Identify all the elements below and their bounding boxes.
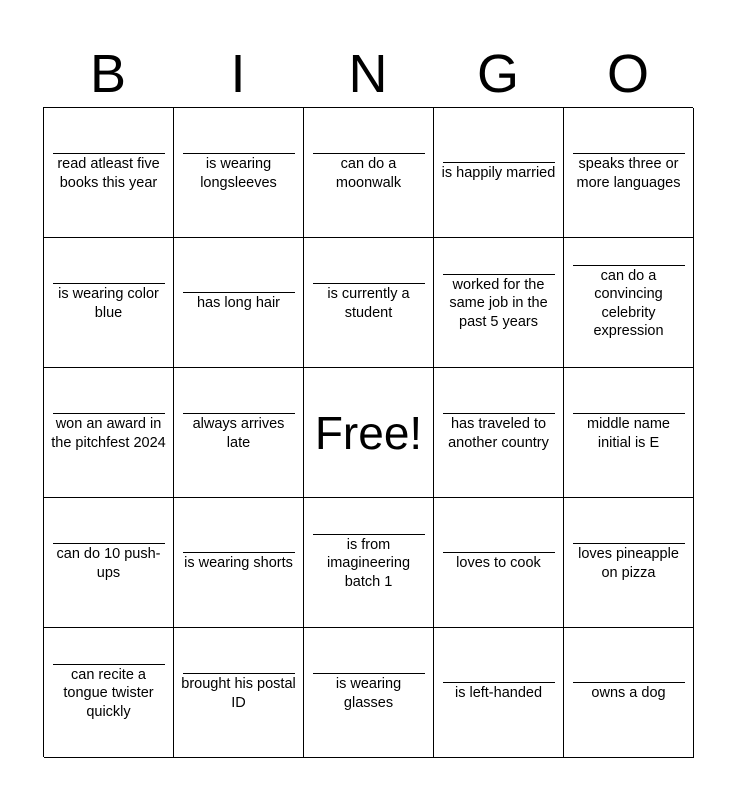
bingo-header (43, 42, 693, 106)
cell-text: won an award in the pitchfest 2024 (51, 416, 166, 451)
signature-line (573, 682, 685, 683)
bingo-cell[interactable] (44, 108, 174, 238)
cell-content (573, 543, 685, 582)
cell-text: can do 10 push-ups (56, 546, 161, 581)
signature-line (53, 664, 165, 665)
bingo-cell[interactable] (564, 628, 694, 758)
signature-line (573, 265, 685, 266)
cell-text: brought his postal ID (181, 676, 296, 711)
cell-text: is happily married (441, 165, 556, 182)
signature-line (443, 413, 555, 414)
cell-content (53, 283, 165, 322)
cell-content (443, 274, 555, 332)
header-letter-g: G (476, 44, 519, 104)
cell-content (53, 153, 165, 192)
cell-content (313, 283, 425, 322)
cell-text: read atleast five books this year (57, 156, 160, 191)
cell-content (53, 664, 165, 722)
signature-line (53, 413, 165, 414)
cell-text: owns a dog (591, 685, 666, 702)
signature-line (53, 283, 165, 284)
cell-text: is left-handed (454, 685, 543, 702)
bingo-cell[interactable] (434, 238, 564, 368)
bingo-cell[interactable] (564, 108, 694, 238)
cell-content (313, 534, 425, 592)
bingo-cell[interactable] (304, 238, 434, 368)
bingo-cell[interactable] (174, 238, 304, 368)
signature-line (53, 153, 165, 154)
cell-content (443, 552, 555, 573)
bingo-cell[interactable] (174, 108, 304, 238)
cell-content (573, 413, 685, 452)
cell-text: loves pineapple on pizza (578, 546, 679, 581)
signature-line (313, 153, 425, 154)
signature-line (573, 153, 685, 154)
cell-text: is from imagineering batch 1 (326, 536, 411, 590)
cell-text: is currently a student (327, 286, 410, 321)
bingo-cell[interactable] (44, 368, 174, 498)
cell-content (573, 265, 685, 341)
signature-line (183, 153, 295, 154)
cell-content (443, 162, 555, 183)
cell-content (443, 682, 555, 703)
signature-line (443, 552, 555, 553)
cell-text: loves to cook (456, 555, 541, 572)
header-letter-i: I (230, 44, 246, 104)
cell-content (183, 153, 295, 192)
cell-text: always arrives late (192, 416, 285, 451)
bingo-cell[interactable] (304, 628, 434, 758)
signature-line (183, 413, 295, 414)
signature-line (183, 292, 295, 293)
cell-content (183, 552, 295, 573)
cell-content (443, 413, 555, 452)
bingo-cell[interactable] (564, 238, 694, 368)
signature-line (183, 673, 295, 674)
cell-content (573, 682, 685, 703)
bingo-cell[interactable] (44, 628, 174, 758)
cell-text: is wearing color blue (58, 286, 159, 321)
bingo-cell[interactable] (434, 628, 564, 758)
cell-content (313, 673, 425, 712)
bingo-cell[interactable] (174, 498, 304, 628)
cell-content (183, 673, 295, 712)
bingo-cell[interactable] (174, 628, 304, 758)
signature-line (53, 543, 165, 544)
cell-text: can recite a tongue twister quickly (63, 666, 154, 720)
bingo-cell[interactable] (564, 368, 694, 498)
cell-content (313, 153, 425, 192)
cell-content (53, 413, 165, 452)
cell-text: middle name initial is E (586, 416, 670, 451)
signature-line (573, 543, 685, 544)
cell-content (53, 543, 165, 582)
bingo-card-grid (43, 107, 693, 757)
bingo-cell[interactable] (304, 498, 434, 628)
bingo-cell[interactable] (174, 368, 304, 498)
signature-line (313, 283, 425, 284)
signature-line (573, 413, 685, 414)
signature-line (183, 552, 295, 553)
signature-line (443, 682, 555, 683)
cell-content (183, 413, 295, 452)
signature-line (313, 534, 425, 535)
bingo-cell[interactable] (434, 108, 564, 238)
bingo-cell[interactable] (434, 368, 564, 498)
signature-line (443, 274, 555, 275)
cell-text: can do a moonwalk (335, 156, 402, 191)
free-space-cell[interactable] (304, 368, 434, 498)
bingo-cell[interactable] (434, 498, 564, 628)
cell-text: has long hair (196, 295, 281, 312)
bingo-cell[interactable] (44, 238, 174, 368)
signature-line (443, 162, 555, 163)
header-letter-o: O (606, 44, 649, 104)
bingo-cell[interactable] (44, 498, 174, 628)
cell-content (573, 153, 685, 192)
header-letter-b: B (89, 44, 127, 104)
cell-text: can do a convincing celebrity expression (593, 267, 664, 339)
header-letter-n: N (348, 44, 388, 104)
bingo-cell[interactable] (564, 498, 694, 628)
free-space-label: Free! (314, 406, 423, 459)
cell-text: speaks three or more languages (576, 156, 681, 191)
bingo-cell[interactable] (304, 108, 434, 238)
cell-text: is wearing longsleeves (200, 156, 277, 191)
cell-text: has traveled to another country (448, 416, 549, 451)
signature-line (313, 673, 425, 674)
cell-content (183, 292, 295, 313)
cell-text: is wearing glasses (335, 676, 402, 711)
cell-text: worked for the same job in the past 5 years (449, 276, 548, 330)
cell-text: is wearing shorts (184, 555, 293, 572)
